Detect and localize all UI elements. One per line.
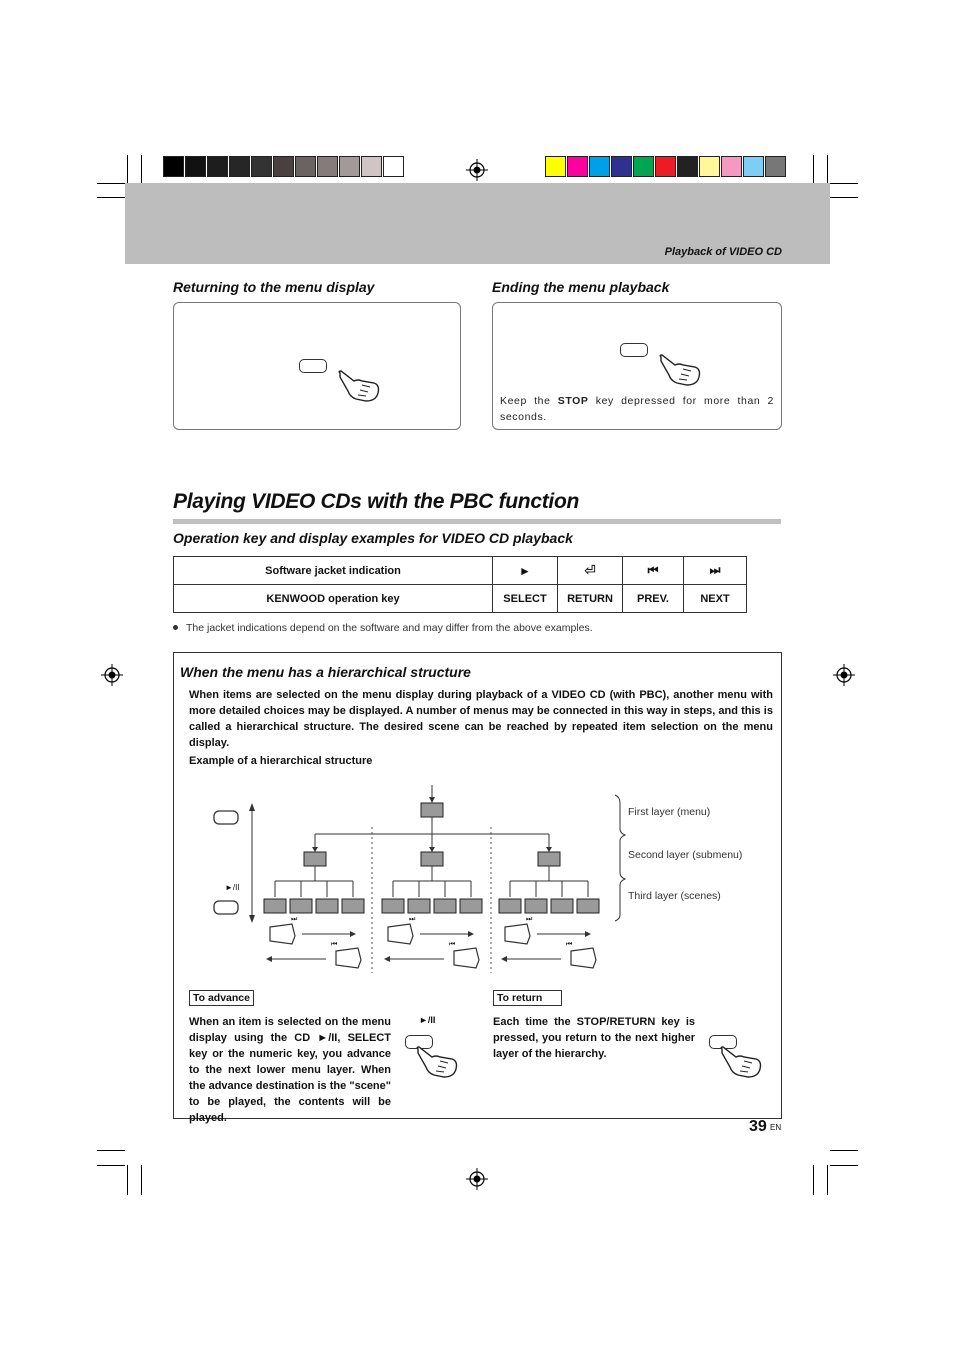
prev-key-icon [336, 948, 361, 968]
calibration-swatch [589, 156, 610, 177]
jacket-note-text: The jacket indications depend on the software and may differ from the above examples. [186, 622, 593, 634]
crop-mark [97, 183, 125, 184]
ending-heading: Ending the menu playback [492, 279, 670, 295]
second-layer-submenu-box [538, 852, 560, 866]
crop-mark [97, 1150, 125, 1151]
jacket-symbol: ► [493, 557, 558, 585]
second-layer-submenu-box [304, 852, 326, 866]
calibration-swatch [743, 156, 764, 177]
next-key-icon [505, 924, 530, 944]
next-key-icon [388, 924, 413, 944]
registration-mark-icon [833, 664, 855, 686]
next-symbol: ⏭ [291, 916, 298, 923]
next-prev-group [386, 924, 479, 968]
calibration-swatch [229, 156, 250, 177]
calibration-swatch [611, 156, 632, 177]
pressing-hand-icon [414, 1045, 460, 1079]
crop-mark [97, 1165, 125, 1166]
registration-mark-icon [466, 1168, 488, 1190]
key-name: RETURN [558, 585, 623, 613]
section-label: Playback of VIDEO CD [664, 246, 782, 258]
hierarchy-diagram [174, 773, 781, 973]
next-prev-group [268, 924, 361, 968]
calibration-swatch [567, 156, 588, 177]
prev-symbol: ⏮ [331, 941, 338, 948]
row-label-keys: KENWOOD operation key [174, 585, 493, 613]
ending-panel [492, 302, 782, 430]
color-calibration-bar [545, 156, 787, 178]
table-row [174, 557, 747, 585]
return-text: Each time the STOP/RETURN key is pressed, you return to the next higher layer of the hierarchy. [493, 1016, 695, 1060]
play-pause-key-icon [214, 901, 238, 914]
return-tag: To return [493, 990, 562, 1006]
second-layer-label: Second layer (submenu) [628, 849, 743, 861]
page-lang: EN [770, 1123, 782, 1132]
ending-note [500, 393, 774, 425]
jacket-symbol: ⏮ [623, 557, 684, 585]
pressing-hand-icon [336, 369, 382, 403]
returning-heading: Returning to the menu display [173, 279, 375, 295]
calibration-swatch [765, 156, 786, 177]
calibration-swatch [361, 156, 382, 177]
ending-note-post: key depressed for more than 2 seconds. [500, 395, 774, 423]
table-row [174, 585, 747, 613]
calibration-swatch [317, 156, 338, 177]
example-label: Example of a hierarchical structure [189, 755, 373, 767]
first-layer-label: First layer (menu) [628, 806, 711, 818]
crop-mark [127, 1165, 128, 1195]
second-layer-submenu-box [421, 852, 443, 866]
play-pause-symbol: ►/II [419, 1015, 436, 1025]
key-name: SELECT [493, 585, 558, 613]
calibration-swatch [633, 156, 654, 177]
calibration-swatch [273, 156, 294, 177]
hierarchy-heading: When the menu has a hierarchical structure [180, 664, 471, 680]
page-title: Playing VIDEO CDs with the PBC function [173, 490, 579, 513]
calibration-swatch [383, 156, 404, 177]
calibration-swatch [295, 156, 316, 177]
crop-mark [141, 1165, 142, 1195]
third-layer-scene-box [577, 899, 599, 913]
gray-calibration-bar [163, 156, 405, 178]
crop-mark [97, 197, 125, 198]
play-pause-symbol: ►/II [225, 883, 240, 892]
calibration-swatch [251, 156, 272, 177]
calibration-swatch [699, 156, 720, 177]
hierarchy-box [173, 652, 782, 1124]
calibration-swatch [163, 156, 184, 177]
prev-key-icon [571, 948, 596, 968]
crop-mark [830, 183, 858, 184]
calibration-swatch [207, 156, 228, 177]
row-label-jacket: Software jacket indication [174, 557, 493, 585]
jacket-note [173, 622, 593, 634]
prev-symbol: ⏮ [449, 941, 456, 948]
operation-subtitle: Operation key and display examples for VIDEO CD playback [173, 530, 573, 546]
next-symbol: ⏭ [409, 916, 416, 923]
returning-panel [173, 302, 461, 430]
bullet-icon [173, 625, 178, 630]
next-prev-group [503, 924, 596, 968]
return-key-icon [299, 359, 327, 373]
third-layer-scene-box [460, 899, 482, 913]
hierarchy-intro: When items are selected on the menu display during playback of a VIDEO CD (with PBC), another menu with more detailed choices may be displayed. A number of menus may be connected in this way in steps, and this is called a hierarchical structure. The desired scene can be reached by repeated item selection on the menu display. [189, 689, 773, 749]
ending-note-pre: Keep the [500, 395, 558, 407]
third-layer-scene-box [499, 899, 521, 913]
crop-mark [830, 1165, 858, 1166]
calibration-swatch [185, 156, 206, 177]
key-name: PREV. [623, 585, 684, 613]
calibration-swatch [339, 156, 360, 177]
third-layer-scene-box [551, 899, 573, 913]
third-layer-scene-box [316, 899, 338, 913]
third-layer-scene-box [382, 899, 404, 913]
pressing-hand-icon [657, 353, 703, 387]
ending-note-key: STOP [557, 395, 589, 407]
crop-mark [827, 1165, 828, 1195]
pressing-hand-icon [718, 1045, 764, 1079]
third-layer-scene-box [342, 899, 364, 913]
third-layer-scene-box [290, 899, 312, 913]
third-layer-scene-box [434, 899, 456, 913]
header-band [125, 183, 830, 264]
crop-mark [830, 1150, 858, 1151]
prev-symbol: ⏮ [566, 941, 573, 948]
crop-mark [830, 197, 858, 198]
page-number: 39 [749, 1118, 767, 1135]
third-layer-scene-box [264, 899, 286, 913]
next-key-icon [270, 924, 295, 944]
calibration-swatch [721, 156, 742, 177]
prev-key-icon [454, 948, 479, 968]
key-table [173, 556, 747, 613]
title-rule [173, 519, 781, 524]
crop-mark [813, 1165, 814, 1195]
jacket-symbol: ⏎ [558, 557, 623, 585]
stop-key-icon [620, 343, 648, 357]
advance-tag: To advance [189, 990, 254, 1006]
calibration-swatch [677, 156, 698, 177]
next-symbol: ⏭ [526, 916, 533, 923]
advance-text: When an item is selected on the menu display using the CD ►/II, SELECT key or the numeric key, you advance to the next lower menu layer. When the advance destination is the "scene" to be played, the contents will be played. [189, 1016, 391, 1124]
key-name: NEXT [684, 585, 747, 613]
jacket-symbol: ⏭ [684, 557, 747, 585]
third-layer-scene-box [525, 899, 547, 913]
first-layer-menu-box [421, 803, 443, 817]
registration-mark-icon [101, 664, 123, 686]
third-layer-label: Third layer (scenes) [628, 890, 721, 902]
return-key-icon [214, 811, 238, 824]
third-layer-scene-box [408, 899, 430, 913]
calibration-swatch [545, 156, 566, 177]
calibration-swatch [655, 156, 676, 177]
registration-mark-icon [466, 159, 488, 181]
